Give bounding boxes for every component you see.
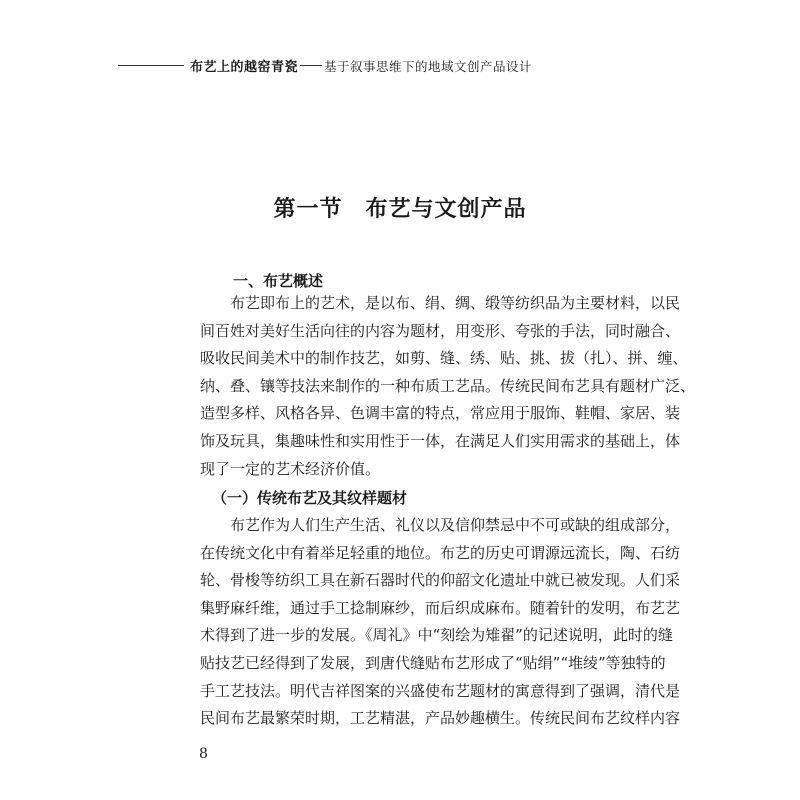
section-title: 第一节 布艺与文创产品 [273, 196, 527, 222]
running-head-dash [300, 65, 322, 66]
paragraph-line: 现了一定的艺术经济价值。 [200, 459, 381, 478]
paragraph-line: 术得到了进一步的发展。《周礼》中“刻绘为雉翟”的记述说明，此时的缝 [200, 626, 673, 645]
paragraph-line: 间百姓对美好生活向往的内容为题材，用变形、夸张的手法，同时融合、 [200, 321, 681, 340]
paragraph-line: 饰及玩具，集趣味性和实用性于一体，在满足人们实用需求的基础上，体 [200, 431, 681, 450]
running-head-subtitle: 基于叙事思维下的地域文创产品设计 [324, 58, 533, 74]
paragraph-line: 造型多样、风格各异、色调丰富的特点，常应用于服饰、鞋帽、家居、装 [200, 404, 681, 423]
paragraph-line: 手工艺技法。明代吉祥图案的兴盛使布艺题材的寓意得到了强调，清代是 [200, 681, 681, 700]
paragraph-line: 布艺作为人们生产生活、礼仪以及信仰禁忌中不可或缺的组成部分， [230, 516, 681, 534]
paragraph-line: 贴技艺已经得到了发展，到唐代缝贴布艺形成了“贴绢”“堆绫”等独特的 [200, 653, 666, 672]
paragraph-line: 在传统文化中有着举足轻重的地位。布艺的历史可谓源远流长，陶、石纺 [200, 543, 681, 562]
heading-overview: 一、布艺概述 [233, 272, 324, 290]
paragraph-line: 纳、叠、镶等技法来制作的一种布质工艺品。传统民间布艺具有题材广泛、 [200, 376, 696, 395]
paragraph-line: 布艺即布上的艺术，是以布、绢、绸、缎等纺织品为主要材料，以民 [230, 294, 681, 312]
running-head-rule [118, 65, 184, 66]
paragraph-overview [200, 290, 696, 483]
paragraph-line: 吸收民间美术中的制作技艺，如剪、缝、绣、贴、挑、拔（扎）、拼、缠、 [200, 349, 688, 368]
paragraph-line: 民间布艺最繁荣时期，工艺精湛，产品妙趣横生。传统民间布艺纹样内容 [200, 709, 681, 728]
running-head [118, 56, 678, 75]
paragraph-line: 轮、骨梭等纺织工具在新石器时代的仰韶文化遗址中就已被发现。人们采 [200, 571, 681, 590]
paragraph-line: 集野麻纤维，通过手工捻制麻纱，而后织成麻布。随着针的发明，布艺艺 [200, 598, 681, 617]
page-number: 8 [199, 746, 208, 762]
heading-traditional-fabric-art: （一）传统布艺及其纹样题材 [212, 489, 408, 507]
running-head-title: 布艺上的越窑青瓷 [190, 60, 299, 75]
paragraph-traditional-fabric-art [200, 512, 681, 733]
